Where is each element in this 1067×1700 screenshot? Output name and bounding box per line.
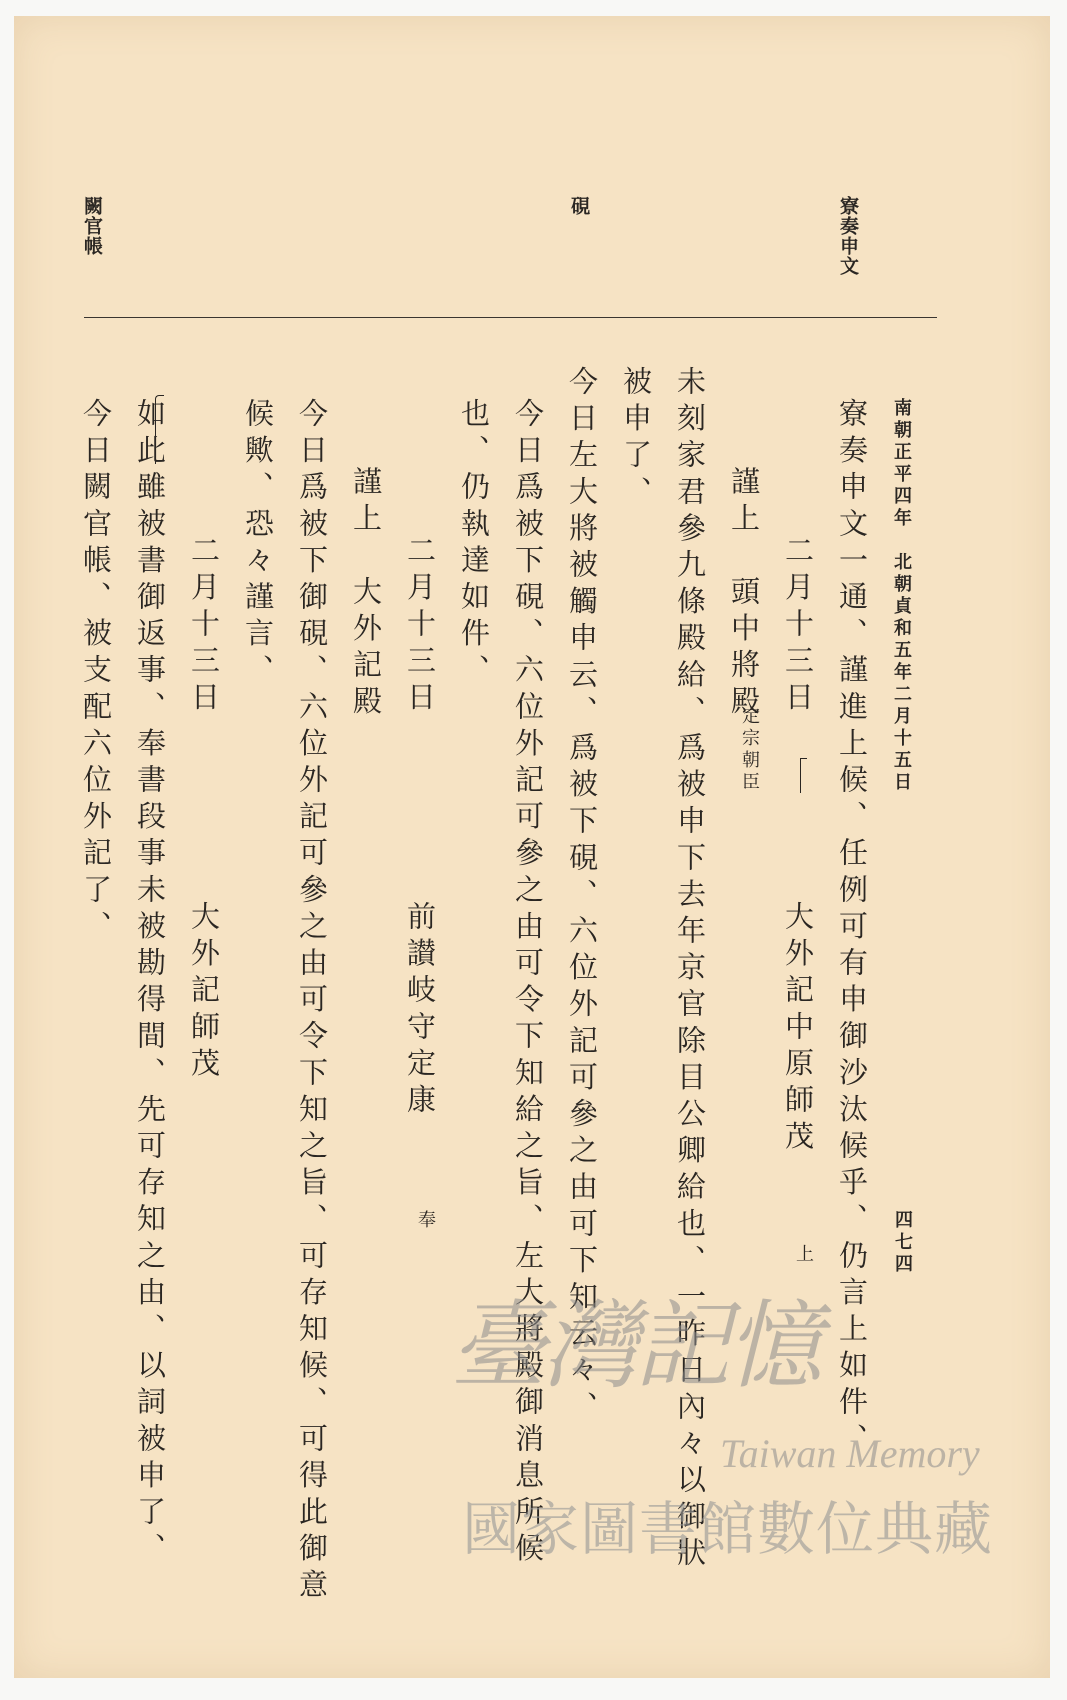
text-column-14: 如此雖被書御返事、奉書段事未被勘得間、先可存知之由、以詞被申了、 [133,398,167,1570]
text-column-13: 二月十三日 大外記師茂 [187,535,221,1084]
text-column-15: 今日闕官帳、被支配六位外記了、 [79,398,113,947]
text-column-1: 寮奏申文一通、謹進上候、任例可有申御沙汰候乎、仍言上如件、 [835,398,869,1460]
text-column-5: 被申了、 [619,366,653,513]
note-teiso: 定宗朝臣 [739,706,760,794]
text-column-8: 也、仍執達如件、 [457,398,491,691]
note-jo: 上 [793,1244,814,1266]
text-column-6: 今日左大將被觸申云、爲被下硯、六位外記可參之由可下知云々、 [565,366,599,1428]
header-left: 闕官帳 [81,196,103,256]
note-bracket [800,758,807,793]
page-number: 四七四 [892,1210,913,1276]
text-column-2: 二月十三日 大外記中原師茂 [781,535,815,1158]
text-column-9: 二月十三日 前讃岐守定康 [403,535,437,1121]
watermark-library: 國家圖書館數位典藏 [462,1495,994,1563]
watermark-logo: 臺灣記憶 [450,1290,818,1402]
text-column-7: 今日爲被下硯、六位外記可參之由可令下知給之旨、左大將殿御消息所候 [511,398,545,1570]
watermark-english: Taiwan Memory [720,1431,980,1476]
header-right: 寮奏申文 [837,196,859,276]
text-column-3: 謹上 頭中將殿 [727,466,761,723]
text-column-4: 未刻家君參九條殿給、爲被申下去年京官除目公卿給也、一昨日內々以御狀 [673,366,707,1574]
text-column-11: 今日爲被下御硯、六位外記可參之由可令下知之旨、可存知候、可得此御意 [295,398,329,1606]
note-hou: 奉 [415,1210,436,1232]
date-line: 南朝正平四年 北朝貞和五年二月十五日 [891,398,912,794]
text-column-12: 候歟、恐々謹言、 [241,398,275,691]
text-column-10: 謹上 大外記殿 [349,466,383,723]
header-center: 硯 [568,196,590,216]
header-rule [84,317,937,318]
